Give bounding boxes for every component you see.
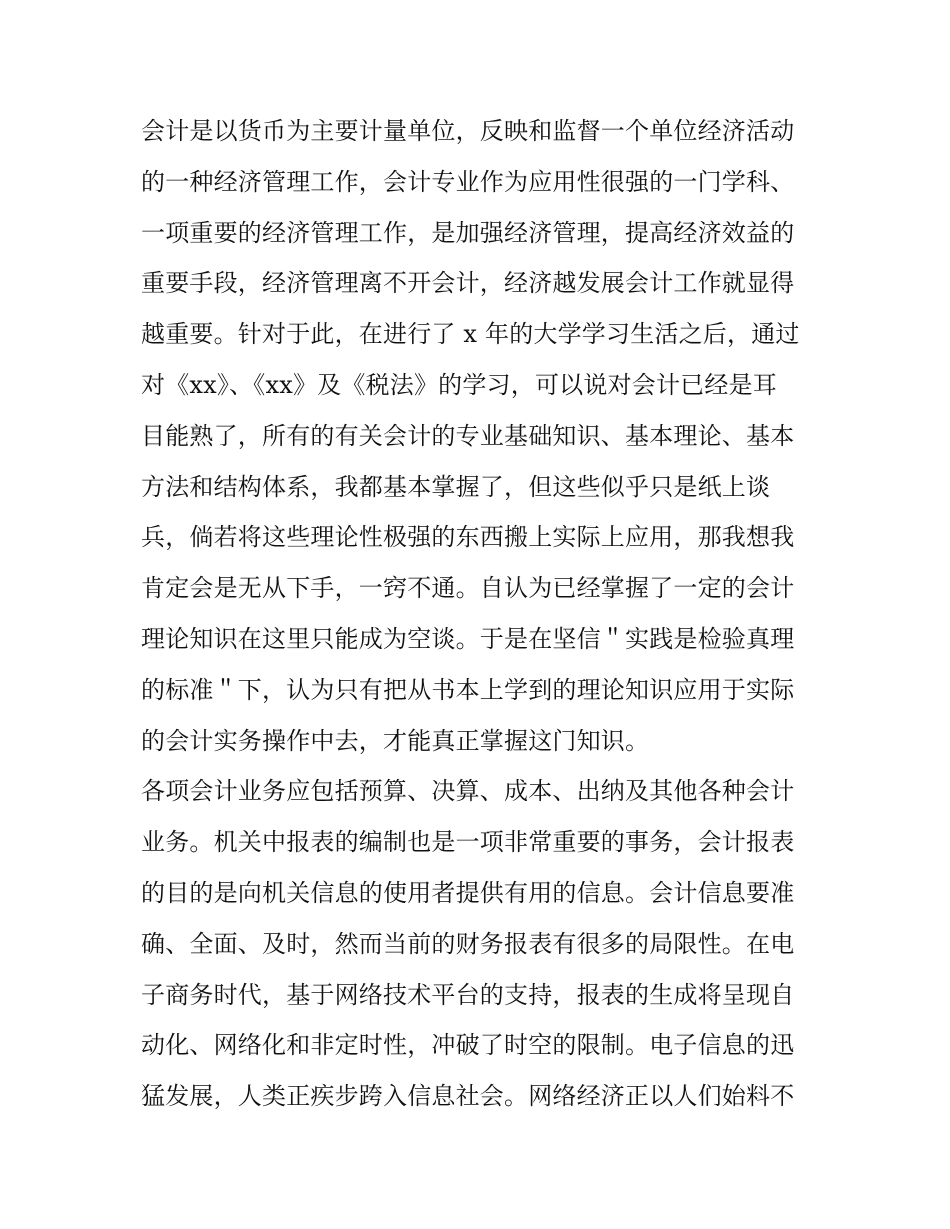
text-line: 各项会计业务应包括预算、决算、成本、出纳及其他各种会计	[141, 777, 795, 806]
text-line: 目能熟了，所有的有关会计的专业基础知识、基本理论、基本	[141, 421, 795, 450]
text-line: 的标准＂下，认为只有把从书本上学到的理论知识应用于实际	[141, 675, 795, 704]
text-line: 会计是以货币为主要计量单位，反映和监督一个单位经济活动	[141, 117, 795, 145]
text-line: 的目的是向机关信息的使用者提供有用的信息。会计信息要准	[141, 878, 795, 907]
text-line: 肯定会是无从下手，一窍不通。自认为已经掌握了一定的会计	[141, 574, 795, 603]
document-body	[141, 106, 821, 1122]
text-line: 方法和结构体系，我都基本掌握了，但这些似乎只是纸上谈	[141, 472, 771, 501]
text-line: 确、全面、及时，然而当前的财务报表有很多的局限性。在电	[141, 929, 795, 958]
text-line: 重要手段，经济管理离不开会计，经济越发展会计工作就显得	[141, 269, 795, 298]
paragraph-1	[141, 106, 821, 766]
text-line: 猛发展，人类正疾步跨入信息社会。网络经济正以人们始料不	[141, 1082, 795, 1111]
text-line: 对《xx》、《xx》及《税法》的学习，可以说对会计已经是耳	[141, 370, 777, 399]
text-line: 子商务时代，基于网络技术平台的支持，报表的生成将呈现自	[141, 980, 795, 1009]
paragraph-2	[141, 766, 821, 1122]
text-line: 理论知识在这里只能成为空谈。于是在坚信＂实践是检验真理	[141, 624, 795, 653]
text-line: 的会计实务操作中去，才能真正掌握这门知识。	[141, 726, 650, 755]
text-line: 业务。机关中报表的编制也是一项非常重要的事务，会计报表	[141, 828, 795, 857]
text-line: 的一种经济管理工作，会计专业作为应用性很强的一门学科、	[141, 167, 795, 196]
text-line: 动化、网络化和非定时性，冲破了时空的限制。电子信息的迅	[141, 1031, 795, 1060]
text-line: 越重要。针对于此，在进行了 x 年的大学学习生活之后，通过	[141, 320, 800, 349]
text-line: 一项重要的经济管理工作，是加强经济管理，提高经济效益的	[141, 218, 795, 247]
text-line: 兵，倘若将这些理论性极强的东西搬上实际上应用，那我想我	[141, 523, 795, 552]
